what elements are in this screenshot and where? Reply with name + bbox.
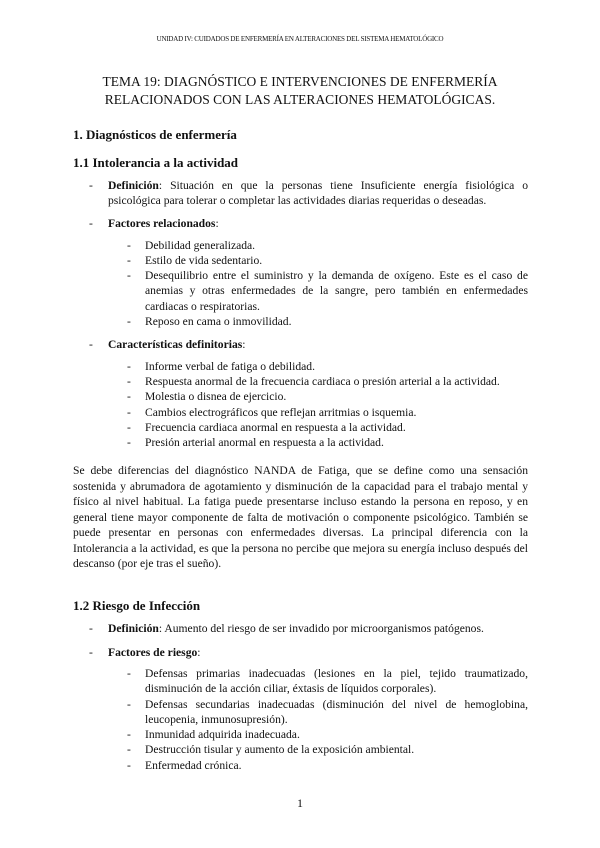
list-item: - Estilo de vida sedentario. [73, 253, 528, 268]
list-item: - Defensas primarias inadecuadas (lesiones en la piel, tejido traumatizado, disminución de la acción ciliar, éxtasis de líquidos corporales). [73, 666, 528, 697]
running-header: UNIDAD IV: CUIDADOS DE ENFERMERÍA EN ALTERACIONES DEL SISTEMA HEMATOLÓGICO [156, 35, 444, 43]
subsection-heading: 1.1 Intolerancia a la actividad [73, 155, 239, 170]
colon: : [197, 645, 201, 659]
characteristics-item [73, 338, 528, 353]
section-intolerancia [73, 155, 528, 451]
factors-list [73, 238, 528, 330]
list-item: - Defensas secundarias inadecuadas (disminución del nivel de hemoglobina, leucopenia, inmunosupresión). [73, 697, 528, 728]
characteristics-list [73, 359, 528, 451]
definition-text: : Situación en que la personas tiene Insuficiente energía fisiológica o psicológica para tolerar o completar las actividades diarias requeridas o deseadas. [108, 179, 528, 207]
list-item: - Reposo en cama o inmovilidad. [73, 314, 528, 329]
section-riesgo-infeccion [73, 598, 528, 773]
list-item: - Molestia o disnea de ejercicio. [73, 389, 528, 404]
definition-item [73, 179, 528, 208]
title-line: RELACIONADOS CON LAS ALTERACIONES HEMATOLÓGICAS. [104, 92, 496, 107]
body-paragraph: Se debe diferencias del diagnóstico NANDA de Fatiga, que se define como una sensación sostenida y abrumadora de agotamiento y disminución de la capacidad para el trabajo mental y físico al nivel habitual. La fatiga puede presentarse incluso estando la persona en reposo, y en general tiene mayor componente de falta de motivación o componente psicológico. También se puede presentar en personas con enfermedades diversas. La principal diferencia con la Intolerancia a la actividad, es que la persona no percibe que mejora su energía incluso después del descanso (por eje tras el sueño). [73, 464, 528, 570]
definition-text: : Aumento del riesgo de ser invadido por microorganismos patógenos. [158, 622, 484, 635]
list-item: - Desequilibrio entre el suministro y la demanda de oxígeno. Este es el caso de anemias y otras enfermedades de la sangre, pero también en enfermedades cardiacas o respiratorias. [73, 268, 528, 314]
definition-item [73, 622, 528, 637]
list-item: - Inmunidad adquirida inadecuada. [73, 727, 528, 742]
list-item: - Cambios electrográficos que reflejan arritmias o isquemia. [73, 405, 528, 420]
definition-label: Definición [108, 179, 159, 192]
definition-label: Definición [108, 622, 159, 635]
list-item: - Presión arterial anormal en respuesta a la actividad. [73, 435, 528, 450]
factors-item [73, 217, 528, 232]
list-item: - Debilidad generalizada. [73, 238, 528, 253]
page-number: 1 [297, 796, 303, 810]
colon: : [215, 217, 219, 230]
characteristics-label: Características definitorias [108, 338, 243, 352]
document-title [0, 73, 600, 109]
factors-label: Factores relacionados [108, 217, 216, 230]
list-item: - Respuesta anormal de la frecuencia cardiaca o presión arterial a la actividad. [73, 374, 528, 389]
list-item: - Enfermedad crónica. [73, 758, 528, 773]
list-item: - Destrucción tisular y aumento de la exposición ambiental. [73, 742, 528, 757]
subsection-heading: 1.2 Riesgo de Infección [73, 598, 201, 613]
title-line: TEMA 19: DIAGNÓSTICO E INTERVENCIONES DE ENFERMERÍA [102, 74, 498, 89]
list-item: - Frecuencia cardiaca anormal en respuesta a la actividad. [73, 420, 528, 435]
risk-factors-item [73, 646, 528, 661]
risk-factors-list [73, 666, 528, 773]
risk-factors-label: Factores de riesgo [108, 645, 198, 659]
colon: : [242, 338, 246, 352]
section-heading: 1. Diagnósticos de enfermería [73, 127, 237, 142]
list-item: - Informe verbal de fatiga o debilidad. [73, 359, 528, 374]
